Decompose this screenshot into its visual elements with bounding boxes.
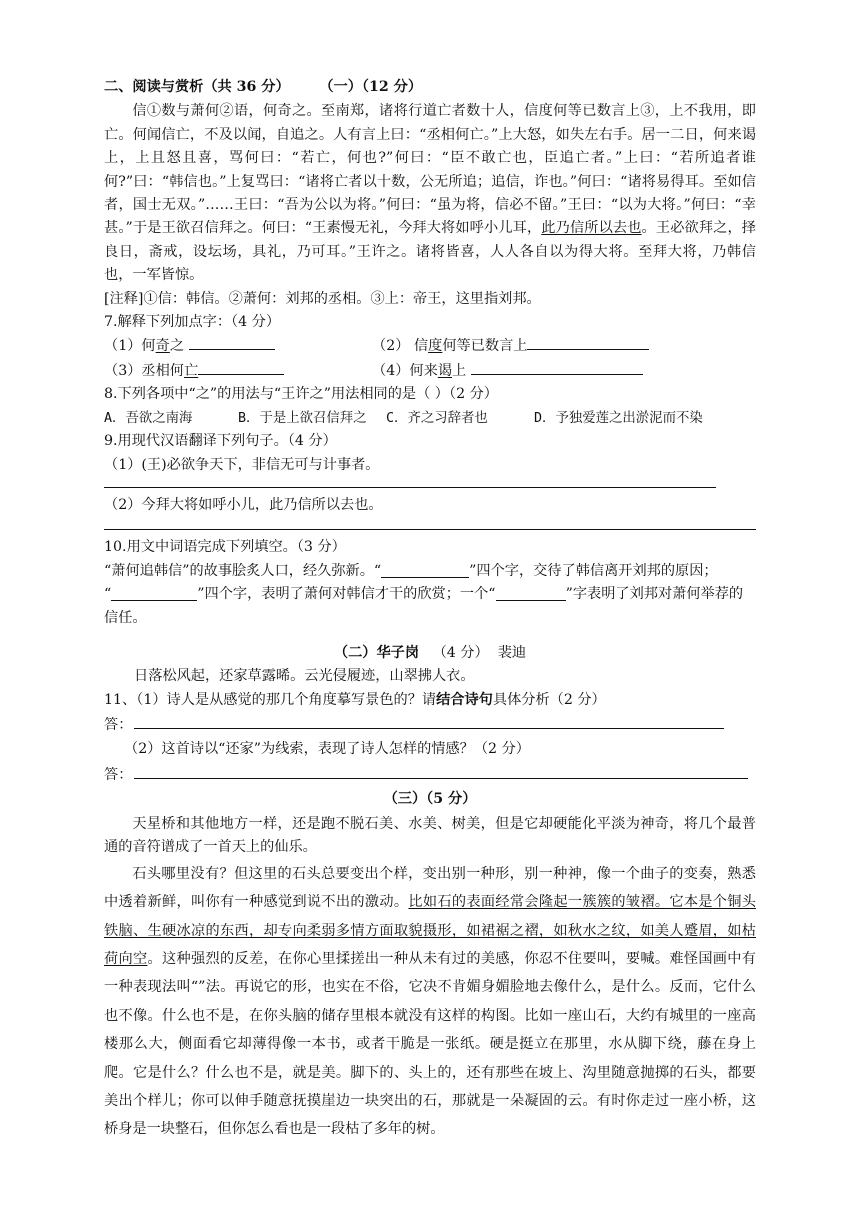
q10-quote: ” (469, 562, 477, 579)
passage1-text: 信①数与萧何②语，何奇之。至南郑，诸将行道亡者数十人，信度何等已数言上③，上不我用，即亡。何闻信亡，不及以闻，自追之。人有言上曰：“丞相何亡。”上大怒，如失左右手。居一二日，何来谒上，上且怒且喜，骂何曰：“若亡，何也?”何曰：“臣不敢亡也，臣追亡者。”上曰：“若所追者谁何?”曰：“韩信也。”上复骂曰：“诸将亡者以十数，公无所追；追信，诈也。”何曰：“诸将易得耳。至如信者，国士无双。”……王曰：“吾为公以为将。”何曰：“虽为将，信必不留。”王曰：“以为大将。”何曰：“幸甚。”于是王欲召信拜之。何曰：“王素慢无礼，今拜大将如呼小儿耳， (104, 103, 756, 237)
q7-dotted-char: 亡 (183, 362, 199, 379)
q7-answer-blank[interactable] (527, 334, 649, 350)
q7-dotted-char: 奇 (155, 338, 170, 355)
q7-row-2 (104, 359, 756, 383)
part3-paragraph-1: 天星桥和其他地方一样，还是跑不脱石美、水美、树美，但是它却硬能化平淡为神奇，将几个最普通的音符谱成了一首天上的仙乐。 (104, 815, 756, 856)
q7-item-text: 上 (452, 362, 467, 379)
q10-title: 10.用文中词语完成下列填空。（3 分） (104, 539, 346, 556)
q7-item-number: （4） (372, 362, 410, 379)
q7-title: 7.解释下列加点字：（4 分） (104, 314, 281, 331)
q11-answer-row-1 (104, 714, 756, 734)
part2-heading (104, 642, 756, 665)
passage1-text-after: 。王必欲拜之，择良日，斋戒，设坛场，具礼，乃可耳。”王许之。诸将皆喜，人人各自以为得大将。至拜大将，乃韩信也，一军皆惊。 (104, 220, 756, 284)
q7-item-text: 丞相何 (141, 362, 184, 379)
q7-answer-blank[interactable] (198, 359, 284, 375)
q7-item-2 (372, 334, 649, 358)
q10-blank-2[interactable] (111, 585, 197, 601)
q11-text: 具体分析（2 分） (492, 691, 606, 708)
q8-title: 8.下列各项中“之”的用法与“王许之”用法相同的是（ ）（2 分） (104, 386, 498, 403)
passage1 (104, 100, 756, 287)
q11-question-1 (104, 689, 756, 712)
q10-quote: ” (565, 586, 573, 603)
q11-question-2: （2）这首诗以“还家”为线索，表现了诗人怎样的情感？（2 分） (124, 741, 530, 758)
q7-item-4 (372, 359, 643, 383)
q10-blank-3[interactable] (496, 585, 566, 601)
section-title: 二、阅读与赏析（共 36 分） (104, 79, 290, 95)
q10-blank-1[interactable] (381, 562, 469, 578)
q9-sentence-2: （2）今拜大将如呼小儿，此乃信所以去也。 (104, 496, 383, 513)
q11-answer-label: 答： (104, 766, 133, 783)
q8-option-d[interactable]: D．予独爱莲之出淤泥而不染 (534, 410, 703, 426)
part3-text-after: 。这种强烈的反差，在你心里揉搓出一种从未有过的美感，你忍不住要叫，要喊。难怪国画中有一种表现法叫“”法。再说它的形，也实在不俗，它决不肯媚身媚脸地去像什么，是什么。反而，它什么也不像。什么也不是，在你头脑的储存里根本就没有这样的构图。比如一座山石，大约有城里的一座高楼那么大，侧面看它却薄得像一本书，或者干脆是一张纸。硬是挺立在那里，水从脚下绕，藤在身上爬。它是什么？什么也不是，就是美。脚下的、头上的，还有那些在坡上、沟里随意抛掷的石头，都要美出个样儿；你可以伸手随意抚摸崖边一块突出的石，那就是一朵凝固的云。有时你走过一座小桥，这桥身是一块整石，但你怎么看也是一段枯了多年的树。 (104, 951, 756, 1138)
q11-answer-line-1[interactable] (134, 728, 724, 729)
q9-answer-line-2[interactable] (104, 529, 756, 530)
q7-item-text: 何 (141, 338, 156, 355)
q8-option-b[interactable]: B．于是上欲召信拜之 (238, 410, 367, 426)
q10-line-2 (104, 583, 756, 630)
q11-emphasis: 结合诗句 (436, 691, 493, 708)
q7-answer-blank[interactable] (471, 359, 643, 375)
part2-poem: 日落松风起，还家草露晞。云光侵履迹，山翠拂人衣。 (134, 668, 475, 685)
q10-text: 四个字，表明了萧何对韩信才干的欣赏；一个 (204, 586, 489, 603)
q7-answer-blank[interactable] (189, 334, 275, 350)
q10-text: “萧何追韩信”的故事脍炙人口，经久弥新。 (104, 562, 374, 579)
q10-line-1 (104, 560, 756, 583)
q10-text: 四个字，交待了韩信离开刘邦的原因； (476, 562, 718, 579)
part3-paragraph-2 (104, 860, 756, 1144)
q9-title: 9.用现代汉语翻译下列句子。（4 分） (104, 433, 337, 450)
q10-quote: “ (104, 586, 112, 603)
q8-option-a[interactable]: A．吾欲之南海 (104, 410, 193, 426)
part2-score: （4 分） (432, 644, 489, 661)
q7-dotted-char: 谒 (437, 362, 452, 379)
q11-answer-label: 答： (104, 717, 133, 734)
q10-quote: “ (488, 586, 496, 603)
passage1-note: [注释]①信：韩信。②萧何：刘邦的丞相。③上：帝王，这里指刘邦。 (104, 290, 541, 307)
q8-options (104, 407, 756, 430)
q11-text: 11、（1）诗人是从感觉的那几个角度摹写景色的？请 (104, 691, 437, 708)
exam-page (104, 76, 756, 1144)
q7-item-text: 信 (413, 338, 429, 355)
q7-dotted-char: 度 (428, 338, 443, 355)
q9-sentence-1: （1）(王)必欲争天下，非信无可与计事者。 (104, 456, 380, 473)
q7-item-text: 何来 (409, 362, 438, 379)
part2-label: （二）华子岗 (333, 644, 420, 661)
part3-underlined: 比如石的表面经常会隆起一簇簇的皱褶。它本是个铜头铁脑、生硬冰凉的东西，却专向柔弱多情方面取貌摄形，如裙裾之褶，如秋水之纹，如美人蹙眉，如枯荷向空 (104, 894, 756, 967)
q7-item-number: （2） (372, 338, 410, 355)
section-heading (104, 76, 756, 99)
q11-answer-row-2 (104, 764, 756, 784)
q7-item-number: （1） (104, 338, 142, 355)
part1-label: （一）（12 分） (319, 79, 423, 95)
q9-answer-line-1[interactable] (104, 487, 716, 488)
q10-quote: “ (373, 562, 382, 579)
part3-heading: （三）（5 分） (383, 790, 477, 807)
q10-text: 字表明了刘邦对萧何举荐的信任。 (104, 586, 744, 626)
q7-row-1 (104, 334, 756, 358)
q7-item-text: 之 (169, 338, 185, 355)
q7-item-text: 何等已数言上 (442, 338, 528, 355)
part2-author: 裴迪 (497, 644, 527, 661)
part3-text: 石头哪里没有？但这里的石头总要变出个样，变出别一种形，别一种神，像一个曲子的变奏，熟悉中透着新鲜，叫你有一种感觉到说不出的激动。 (104, 865, 756, 911)
q11-answer-line-2[interactable] (134, 778, 748, 779)
q7-item-3 (104, 359, 372, 383)
q8-option-c[interactable]: C．齐之习辞者也 (386, 410, 488, 426)
passage1-underlined: 此乃信所以去也 (541, 220, 642, 237)
q7-item-number: （3） (104, 362, 142, 379)
q7-item-1 (104, 334, 372, 358)
q10-quote: ” (197, 586, 205, 603)
